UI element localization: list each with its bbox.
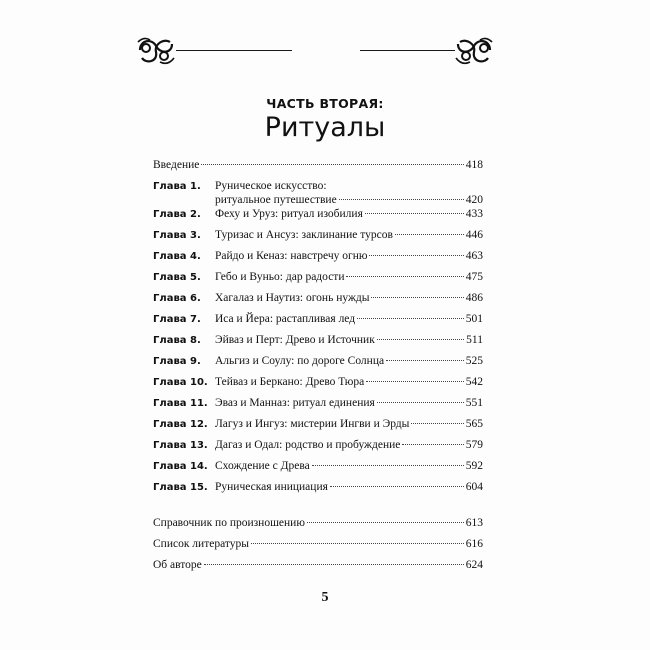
toc-row-chapter-15[interactable]	[153, 480, 483, 495]
toc-entry-title-line1: Руническое искусство:	[215, 180, 327, 192]
dot-leader	[251, 543, 464, 544]
toc-entry-title: Гебо и Вуньо: дар радости	[215, 271, 345, 283]
chapter-label: Глава 7.	[153, 314, 201, 325]
chapter-label: Глава 5.	[153, 272, 201, 283]
toc-entry-title: Эйваз и Перт: Древо и Источник	[215, 334, 375, 346]
dot-leader	[377, 402, 464, 403]
chapter-label: Глава 14.	[153, 461, 208, 472]
chapter-label: Глава 6.	[153, 293, 201, 304]
toc-entry-page: 604	[465, 481, 483, 493]
toc-entry-page: 446	[465, 229, 483, 241]
dot-leader	[346, 276, 463, 277]
toc-entry	[215, 228, 483, 243]
toc-entry-title: Список литературы	[153, 538, 249, 550]
knot-ornament-right-icon	[454, 34, 494, 66]
toc-entry	[153, 558, 483, 573]
toc-entry-title: Схождение с Древа	[215, 460, 310, 472]
toc-row-chapter-2[interactable]	[153, 207, 483, 222]
toc-entry-page: 418	[465, 159, 483, 171]
toc-row-chapter-9[interactable]	[153, 354, 483, 369]
toc-entry	[215, 375, 483, 390]
toc-row-chapter-6[interactable]	[153, 291, 483, 306]
chapter-label: Глава 2.	[153, 209, 201, 220]
part-label: ЧАСТЬ ВТОРАЯ:	[266, 96, 384, 111]
toc-row-chapter-5[interactable]	[153, 270, 483, 285]
dot-leader	[369, 255, 463, 256]
toc-row-chapter-3[interactable]	[153, 228, 483, 243]
toc-entry-title: Хагалаз и Наутиз: огонь нужды	[215, 292, 370, 304]
toc-entry-page: 486	[465, 292, 483, 304]
toc-entry-title: Введение	[153, 159, 200, 171]
dot-leader	[312, 465, 464, 466]
toc-entry-title: Руническая инициация	[215, 481, 328, 493]
toc-entry	[215, 291, 483, 306]
knot-ornament-left-icon	[136, 34, 176, 66]
dot-leader	[204, 564, 464, 565]
toc-entry	[215, 207, 483, 222]
dot-leader	[357, 318, 464, 319]
toc-entry	[215, 333, 483, 348]
toc-entry-page: 433	[465, 208, 483, 220]
toc-row-intro[interactable]	[153, 158, 483, 173]
dot-leader	[307, 522, 464, 523]
toc-entry-page: 420	[465, 194, 483, 206]
dot-leader	[377, 339, 464, 340]
toc-entry-page: 565	[465, 418, 483, 430]
toc-entry	[215, 354, 483, 369]
toc-entry-page: 613	[465, 517, 483, 529]
toc-entry-title: Тейваз и Беркано: Древо Тюра	[215, 376, 365, 388]
toc-row-chapter-11[interactable]	[153, 396, 483, 411]
toc-entry-page: 616	[465, 538, 483, 550]
toc-entry-page: 624	[465, 559, 483, 571]
toc-row-chapter-8[interactable]	[153, 333, 483, 348]
toc-entry	[215, 180, 483, 208]
toc-row-chapter-14[interactable]	[153, 459, 483, 474]
toc-entry-title: Справочник по произношению	[153, 517, 305, 529]
toc-entry-title: Феху и Уруз: ритуал изобилия	[215, 208, 363, 220]
toc-entry	[215, 396, 483, 411]
toc-entry-page: 592	[465, 460, 483, 472]
toc-entry-title: Об авторе	[153, 559, 202, 571]
toc-entry-title: Эваз и Манназ: ритуал единения	[215, 397, 375, 409]
toc-entry	[215, 270, 483, 285]
toc-entry-title: Альгиз и Соулу: по дороге Солнца	[215, 355, 385, 367]
dot-leader	[411, 423, 463, 424]
chapter-label: Глава 11.	[153, 398, 208, 409]
toc-entry	[215, 249, 483, 264]
toc-row-chapter-12[interactable]	[153, 417, 483, 432]
dot-leader	[371, 297, 463, 298]
chapter-label: Глава 9.	[153, 356, 201, 367]
toc-entry	[215, 459, 483, 474]
header-rule-left	[176, 50, 292, 51]
toc-entry-title: Иса и Йера: растапливая лед	[215, 313, 356, 325]
chapter-label: Глава 1.	[153, 181, 201, 192]
chapter-label: Глава 12.	[153, 419, 208, 430]
toc-entry-page: 463	[465, 250, 483, 262]
dot-leader	[201, 164, 463, 165]
toc-entry	[215, 438, 483, 453]
chapter-label: Глава 10.	[153, 377, 208, 388]
toc-entry	[215, 480, 483, 495]
toc-entry-page: 542	[465, 376, 483, 388]
toc-entry-title: Райдо и Кеназ: навстречу огню	[215, 250, 368, 262]
toc-row-chapter-10[interactable]	[153, 375, 483, 390]
toc-entry-title: Туризас и Ансуз: заклинание турсов	[215, 229, 393, 241]
toc-entry-page: 475	[465, 271, 483, 283]
dot-leader	[386, 360, 464, 361]
page-number: 5	[321, 590, 329, 605]
toc-entry-page: 579	[465, 439, 483, 451]
toc-entry-page: 511	[466, 334, 483, 346]
toc-entry-page: 551	[465, 397, 483, 409]
toc-entry-page: 501	[465, 313, 483, 325]
toc-entry-title: Лагуз и Ингуз: мистерии Ингви и Эрды	[215, 418, 410, 430]
header-rule-right	[360, 50, 455, 51]
chapter-label: Глава 3.	[153, 230, 201, 241]
dot-leader	[365, 213, 464, 214]
toc-row-chapter-4[interactable]	[153, 249, 483, 264]
toc-entry-title: ритуальное путешествие	[215, 194, 337, 206]
chapter-label: Глава 8.	[153, 335, 201, 346]
toc-entry	[153, 516, 483, 531]
toc-entry	[215, 312, 483, 327]
toc-row-bibliography[interactable]	[153, 537, 483, 552]
toc-entry	[215, 417, 483, 432]
dot-leader	[366, 381, 464, 382]
chapter-label: Глава 13.	[153, 440, 208, 451]
dot-leader	[339, 199, 464, 200]
toc-row-pronunciation[interactable]	[153, 516, 483, 531]
toc-row-about-author[interactable]	[153, 558, 483, 573]
toc-entry-page: 525	[465, 355, 483, 367]
chapter-label: Глава 4.	[153, 251, 201, 262]
toc-row-chapter-1[interactable]	[153, 179, 483, 206]
chapter-label: Глава 15.	[153, 482, 208, 493]
toc-entry	[153, 158, 483, 173]
part-title: Ритуалы	[264, 112, 386, 143]
dot-leader	[395, 234, 464, 235]
dot-leader	[402, 444, 463, 445]
toc-entry-title: Дагаз и Одал: родство и пробуждение	[215, 439, 401, 451]
toc-row-chapter-13[interactable]	[153, 438, 483, 453]
toc-row-chapter-7[interactable]	[153, 312, 483, 327]
dot-leader	[330, 486, 464, 487]
toc-entry	[153, 537, 483, 552]
